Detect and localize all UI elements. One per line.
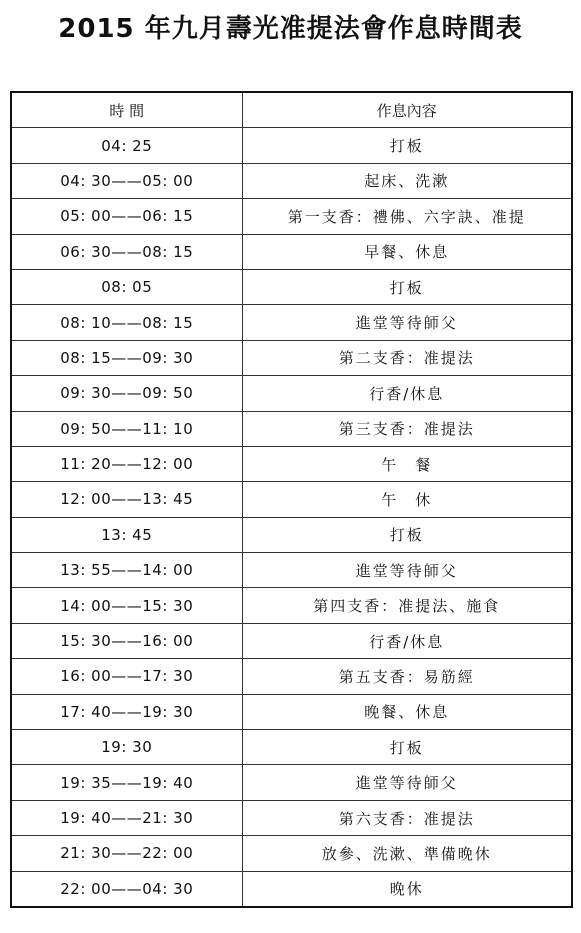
time-cell: 08: 05 (11, 269, 242, 304)
schedule-rows (11, 128, 572, 907)
time-cell: 19: 40——21: 30 (11, 800, 242, 835)
table-row (11, 694, 572, 729)
table-row (11, 623, 572, 658)
time-column-header: 時 間 (11, 92, 242, 128)
table-row (11, 128, 572, 163)
time-cell: 16: 00——17: 30 (11, 659, 242, 694)
activity-cell: 第六支香：准提法 (242, 800, 572, 835)
activity-cell: 第二支香：准提法 (242, 340, 572, 375)
activity-cell: 行香/休息 (242, 623, 572, 658)
table-row (11, 340, 572, 375)
activity-cell: 第五支香：易筋經 (242, 659, 572, 694)
time-cell: 17: 40——19: 30 (11, 694, 242, 729)
table-row (11, 305, 572, 340)
table-row (11, 376, 572, 411)
activity-cell: 打板 (242, 730, 572, 765)
time-cell: 08: 15——09: 30 (11, 340, 242, 375)
time-cell: 04: 25 (11, 128, 242, 163)
schedule-table (10, 91, 573, 908)
table-row (11, 800, 572, 835)
time-cell: 13: 45 (11, 517, 242, 552)
table-row (11, 588, 572, 623)
time-cell: 14: 00——15: 30 (11, 588, 242, 623)
time-cell: 06: 30——08: 15 (11, 234, 242, 269)
activity-cell: 第三支香：准提法 (242, 411, 572, 446)
table-row (11, 269, 572, 304)
time-cell: 19: 30 (11, 730, 242, 765)
activity-column-header: 作息內容 (242, 92, 572, 128)
activity-cell: 早餐、休息 (242, 234, 572, 269)
time-cell: 21: 30——22: 00 (11, 836, 242, 871)
table-row (11, 234, 572, 269)
activity-cell: 第一支香：禮佛、六字訣、准提 (242, 199, 572, 234)
activity-cell: 起床、洗漱 (242, 163, 572, 198)
page-title: 2015 年九月壽光准提法會作息時間表 (58, 14, 523, 44)
time-cell: 04: 30——05: 00 (11, 163, 242, 198)
table-row (11, 553, 572, 588)
activity-cell: 打板 (242, 269, 572, 304)
table-row (11, 482, 572, 517)
activity-cell: 第四支香：准提法、施食 (242, 588, 572, 623)
time-cell: 13: 55——14: 00 (11, 553, 242, 588)
time-cell: 11: 20——12: 00 (11, 446, 242, 481)
activity-cell: 晚餐、休息 (242, 694, 572, 729)
table-row (11, 659, 572, 694)
time-cell: 22: 00——04: 30 (11, 871, 242, 907)
table-row (11, 517, 572, 552)
table-row (11, 446, 572, 481)
time-cell: 19: 35——19: 40 (11, 765, 242, 800)
time-cell: 09: 30——09: 50 (11, 376, 242, 411)
table-row (11, 871, 572, 907)
activity-cell: 放參、洗漱、準備晚休 (242, 836, 572, 871)
table-row (11, 765, 572, 800)
activity-cell: 進堂等待師父 (242, 305, 572, 340)
time-cell: 12: 00——13: 45 (11, 482, 242, 517)
table-row (11, 199, 572, 234)
header-row (11, 92, 572, 128)
activity-cell: 晚休 (242, 871, 572, 907)
table-row (11, 730, 572, 765)
activity-cell: 午 休 (242, 482, 572, 517)
activity-cell: 進堂等待師父 (242, 553, 572, 588)
time-cell: 09: 50——11: 10 (11, 411, 242, 446)
time-cell: 08: 10——08: 15 (11, 305, 242, 340)
activity-cell: 打板 (242, 128, 572, 163)
time-cell: 15: 30——16: 00 (11, 623, 242, 658)
activity-cell: 行香/休息 (242, 376, 572, 411)
activity-cell: 進堂等待師父 (242, 765, 572, 800)
activity-cell: 午 餐 (242, 446, 572, 481)
table-row (11, 411, 572, 446)
table-row (11, 836, 572, 871)
time-cell: 05: 00——06: 15 (11, 199, 242, 234)
activity-cell: 打板 (242, 517, 572, 552)
table-row (11, 163, 572, 198)
